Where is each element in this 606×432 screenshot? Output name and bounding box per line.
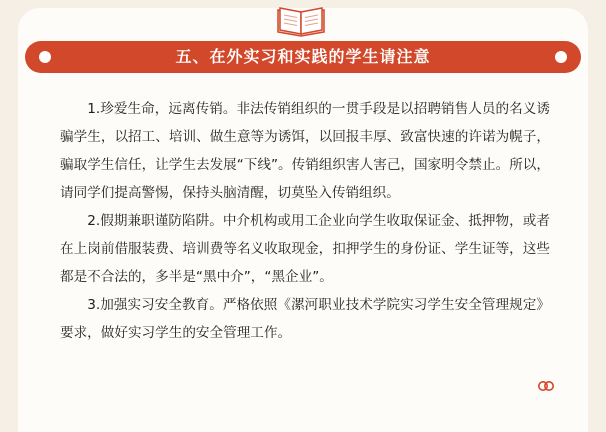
paragraph-1: 1.珍爱生命，远离传销。非法传销组织的一贯手段是以招聘销售人员的名义诱骗学生，以招工、培训、做生意等为诱饵，以回报丰厚、致富快速的许诺为幌子，骗取学生信任，让学生去发展“下线”。传销组织害人害己，国家明令禁止。所以，请同学们提高警惕，保持头脑清醒，切莫坠入传销组织。: [60, 101, 550, 201]
paragraph-3: 3.加强实习安全教育。严格依照《漯河职业技术学院实习学生安全管理规定》要求，做好实习学生的安全管理工作。: [60, 297, 550, 341]
notice-content: [60, 95, 550, 347]
paragraph-2: 2.假期兼职谨防陷阱。中介机构或用工企业向学生收取保证金、抵押物，或者在上岗前借服装费、培训费等名义收取现金，扣押学生的身份证、学生证等，这些都是不合法的，多半是“黑中介”，“黑企业”。: [60, 213, 550, 285]
open-book-icon: [274, 2, 328, 38]
section-title: 五、在外实习和实践的学生请注意: [175, 47, 431, 66]
section-banner: [25, 41, 581, 73]
rings-icon: [536, 380, 556, 392]
banner-dot-right: [555, 51, 567, 63]
